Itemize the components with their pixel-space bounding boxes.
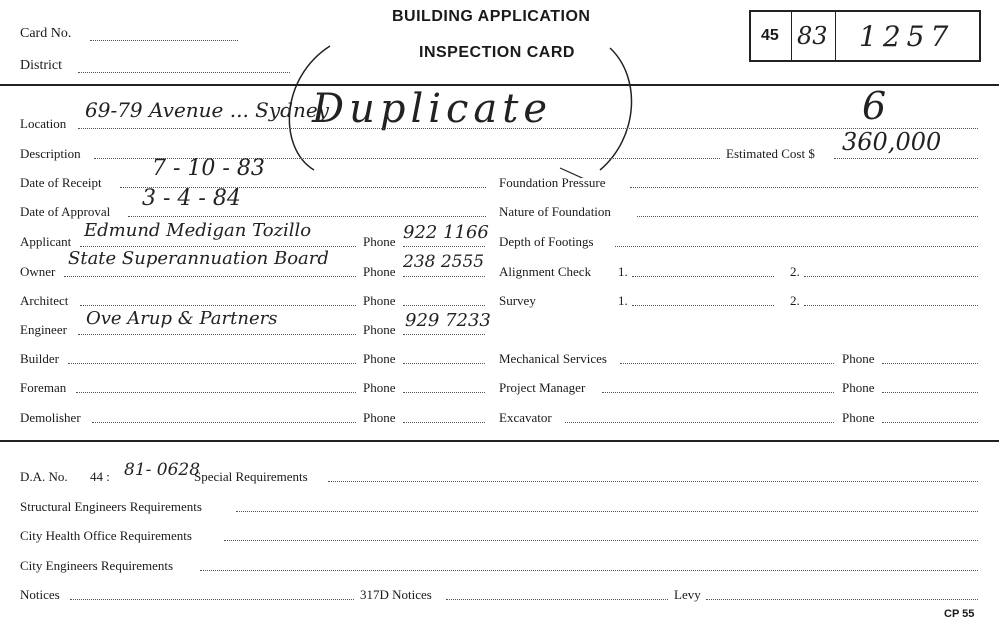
owner-phone-label: Phone (363, 264, 396, 279)
special-requirements-label: Special Requirements (194, 469, 308, 484)
structural-engineers-label: Structural Engineers Requirements (20, 499, 202, 514)
estimated-cost-label: Estimated Cost $ (726, 146, 815, 161)
alignment-check-item-2: 2. (790, 264, 800, 279)
engineer-label: Engineer (20, 322, 67, 337)
date-of-approval-value: 3 - 4 - 84 (142, 186, 241, 211)
location-value: 69-79 Avenue ... Sydney (85, 98, 329, 122)
engineer-value: Ove Arup & Partners (86, 308, 278, 329)
card-number-year: 83 (797, 22, 828, 50)
excavator-label: Excavator (499, 410, 552, 425)
alignment-check-label: Alignment Check (499, 264, 592, 279)
duplicate-stamp: Duplicate (312, 86, 553, 132)
date-of-approval-label: Date of Approval (20, 204, 111, 219)
applicant-label: Applicant (20, 234, 72, 249)
card-no-line (90, 40, 238, 41)
project-manager-label: Project Manager (499, 380, 586, 395)
foreman-phone-label: Phone (363, 380, 396, 395)
excavator-phone-label: Phone (842, 410, 875, 425)
demolisher-label: Demolisher (20, 410, 81, 425)
engineer-phone-label: Phone (363, 322, 396, 337)
applicant-phone-label: Phone (363, 234, 396, 249)
form-subtitle: INSPECTION CARD (419, 44, 575, 61)
da-no-prefix: 44 : (90, 469, 110, 484)
owner-label: Owner (20, 264, 56, 279)
section-divider (0, 440, 999, 442)
applicant-value: Edmund Medigan Tozillo (84, 220, 312, 241)
card-number-box (749, 10, 981, 62)
nature-of-foundation-label: Nature of Foundation (499, 204, 611, 219)
mechanical-services-phone-label: Phone (842, 351, 875, 366)
demolisher-phone-label: Phone (363, 410, 396, 425)
project-manager-phone-label: Phone (842, 380, 875, 395)
architect-label: Architect (20, 293, 69, 308)
architect-phone-label: Phone (363, 293, 396, 308)
notices-317d-label: 317D Notices (360, 587, 432, 602)
form-code: CP 55 (944, 608, 975, 620)
owner-phone-value: 238 2555 (403, 252, 485, 272)
alignment-check-item-1: 1. (618, 264, 628, 279)
card-number-prefix: 45 (761, 27, 779, 44)
da-no-value: 81- 0628 (124, 460, 201, 480)
location-extra: 6 (862, 84, 887, 128)
card-number: 1257 (859, 20, 955, 53)
survey-label: Survey (499, 293, 536, 308)
foundation-pressure-label: Foundation Pressure (499, 175, 606, 190)
notices-label: Notices (20, 587, 60, 602)
location-label: Location (20, 116, 67, 131)
levy-label: Levy (674, 587, 701, 602)
description-label: Description (20, 146, 81, 161)
estimated-cost-value: 360,000 (842, 128, 942, 156)
date-of-receipt-label: Date of Receipt (20, 175, 102, 190)
mechanical-services-label: Mechanical Services (499, 351, 607, 366)
applicant-phone-value: 922 1166 (403, 222, 489, 243)
depth-of-footings-label: Depth of Footings (499, 234, 594, 249)
engineer-phone-value: 929 7233 (405, 310, 491, 331)
form-title: BUILDING APPLICATION (392, 8, 591, 25)
date-of-receipt-value: 7 - 10 - 83 (152, 156, 265, 181)
city-health-label: City Health Office Requirements (20, 528, 192, 543)
da-no-label: D.A. No. (20, 469, 68, 484)
builder-phone-label: Phone (363, 351, 396, 366)
owner-value: State Superannuation Board (68, 248, 329, 269)
builder-label: Builder (20, 351, 59, 366)
card-no-label: Card No. (20, 26, 72, 41)
survey-item-1: 1. (618, 293, 628, 308)
city-engineers-label: City Engineers Requirements (20, 558, 174, 573)
foreman-label: Foreman (20, 380, 67, 395)
survey-item-2: 2. (790, 293, 800, 308)
district-label: District (20, 58, 62, 73)
district-line (78, 72, 290, 73)
